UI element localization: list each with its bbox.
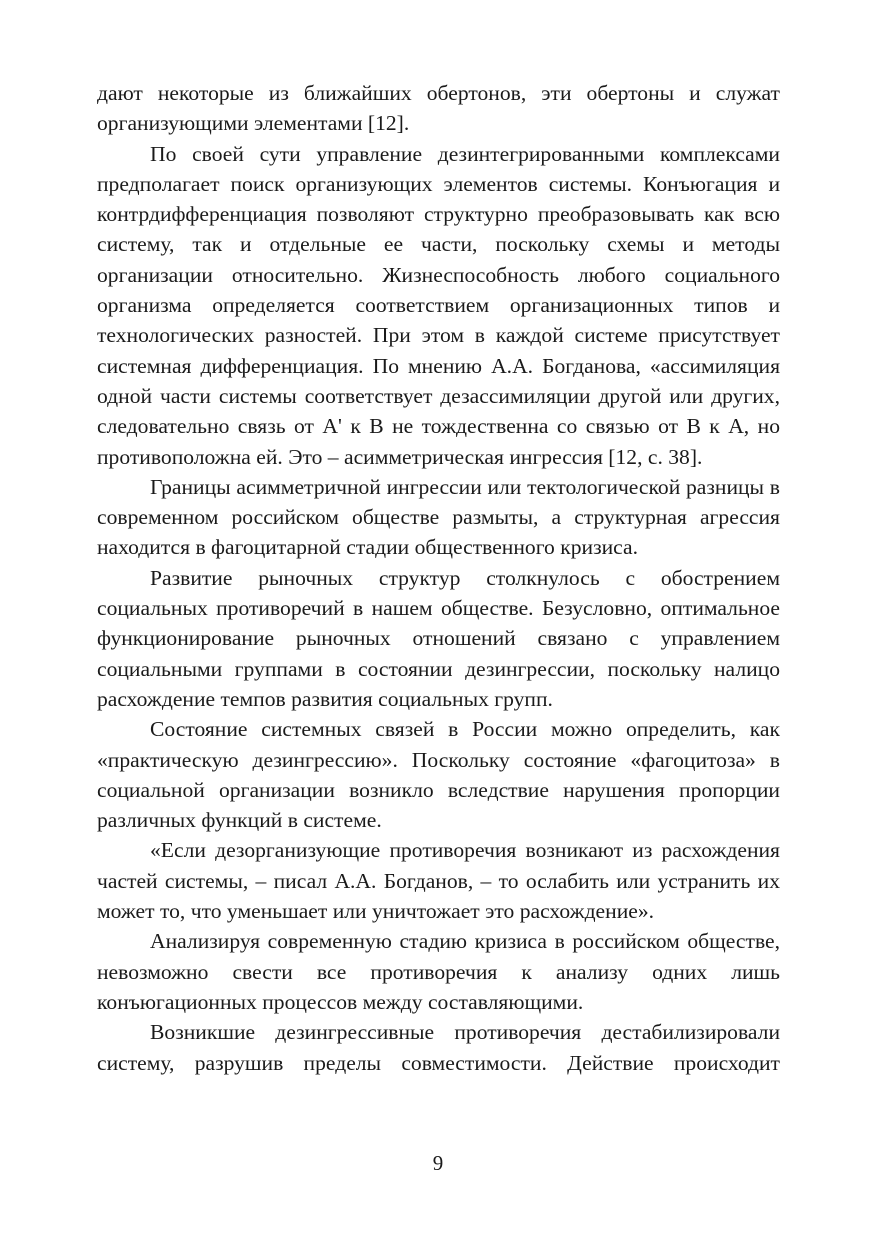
page-number: 9 — [432, 1151, 444, 1175]
paragraph-2: По своей сути управление дезинтегрированными комплексами предполагает поиск организующих элементов системы. Конъюгация и контрдифференциация позволяют структурно преобразовывать как всю систему, так и отдельные ее части, поскольку схемы и методы организации относительно. Жизнеспособность любого социального организма определяется соответствием организационных типов и технологических разностей. При этом в каждой системе присутствует системная дифференциация. По мнению А.А. Богданова, «ассимиляция одной части системы соответствует дезассимиляции другой или других, следовательно связь от А' к В не тождественна со связью от В к А, но противоположна ей. Это – асимметрическая ингрессия [12, с. 38]. — [97, 141, 780, 469]
page-body — [97, 78, 780, 1078]
paragraph-4: Развитие рыночных структур столкнулось с обострением социальных противоречий в нашем обществе. Безусловно, оптимальное функционирование рыночных отношений связано с управлением социальными группами в состоянии дезингрессии, поскольку налицо расхождение темпов развития социальных групп. — [97, 565, 780, 711]
paragraph-7: Анализируя современную стадию кризиса в российском обществе, невозможно свести все противоречия к анализу одних лишь конъюгационных процессов между составляющими. — [97, 929, 780, 1014]
paragraph-6: «Если дезорганизующие противоречия возникают из расхождения частей системы, – писал А.А. Богданов, – то ослабить или устранить их может то, что уменьшает или уничтожает это расхождение». — [97, 838, 780, 924]
paragraph-3: Границы асимметричной ингрессии или тектологической разницы в современном российском обществе размыты, а структурная агрессия находится в фагоцитарной стадии общественного кризиса. — [97, 474, 780, 560]
paragraph-8: Возникшие дезингрессивные противоречия дестабилизировали систему, разрушив пределы совместимости. Действие происходит — [97, 1020, 780, 1075]
paragraph-5: Состояние системных связей в России можно определить, как «практическую дезингрессию». Поскольку состояние «фагоцитоза» в социальной организации возникло вследствие нарушения пропорции различных функций в системе. — [97, 717, 780, 833]
paragraph-1: дают некоторые из ближайших обертонов, эти обертоны и служат организующими элементами [12]. — [97, 81, 780, 136]
